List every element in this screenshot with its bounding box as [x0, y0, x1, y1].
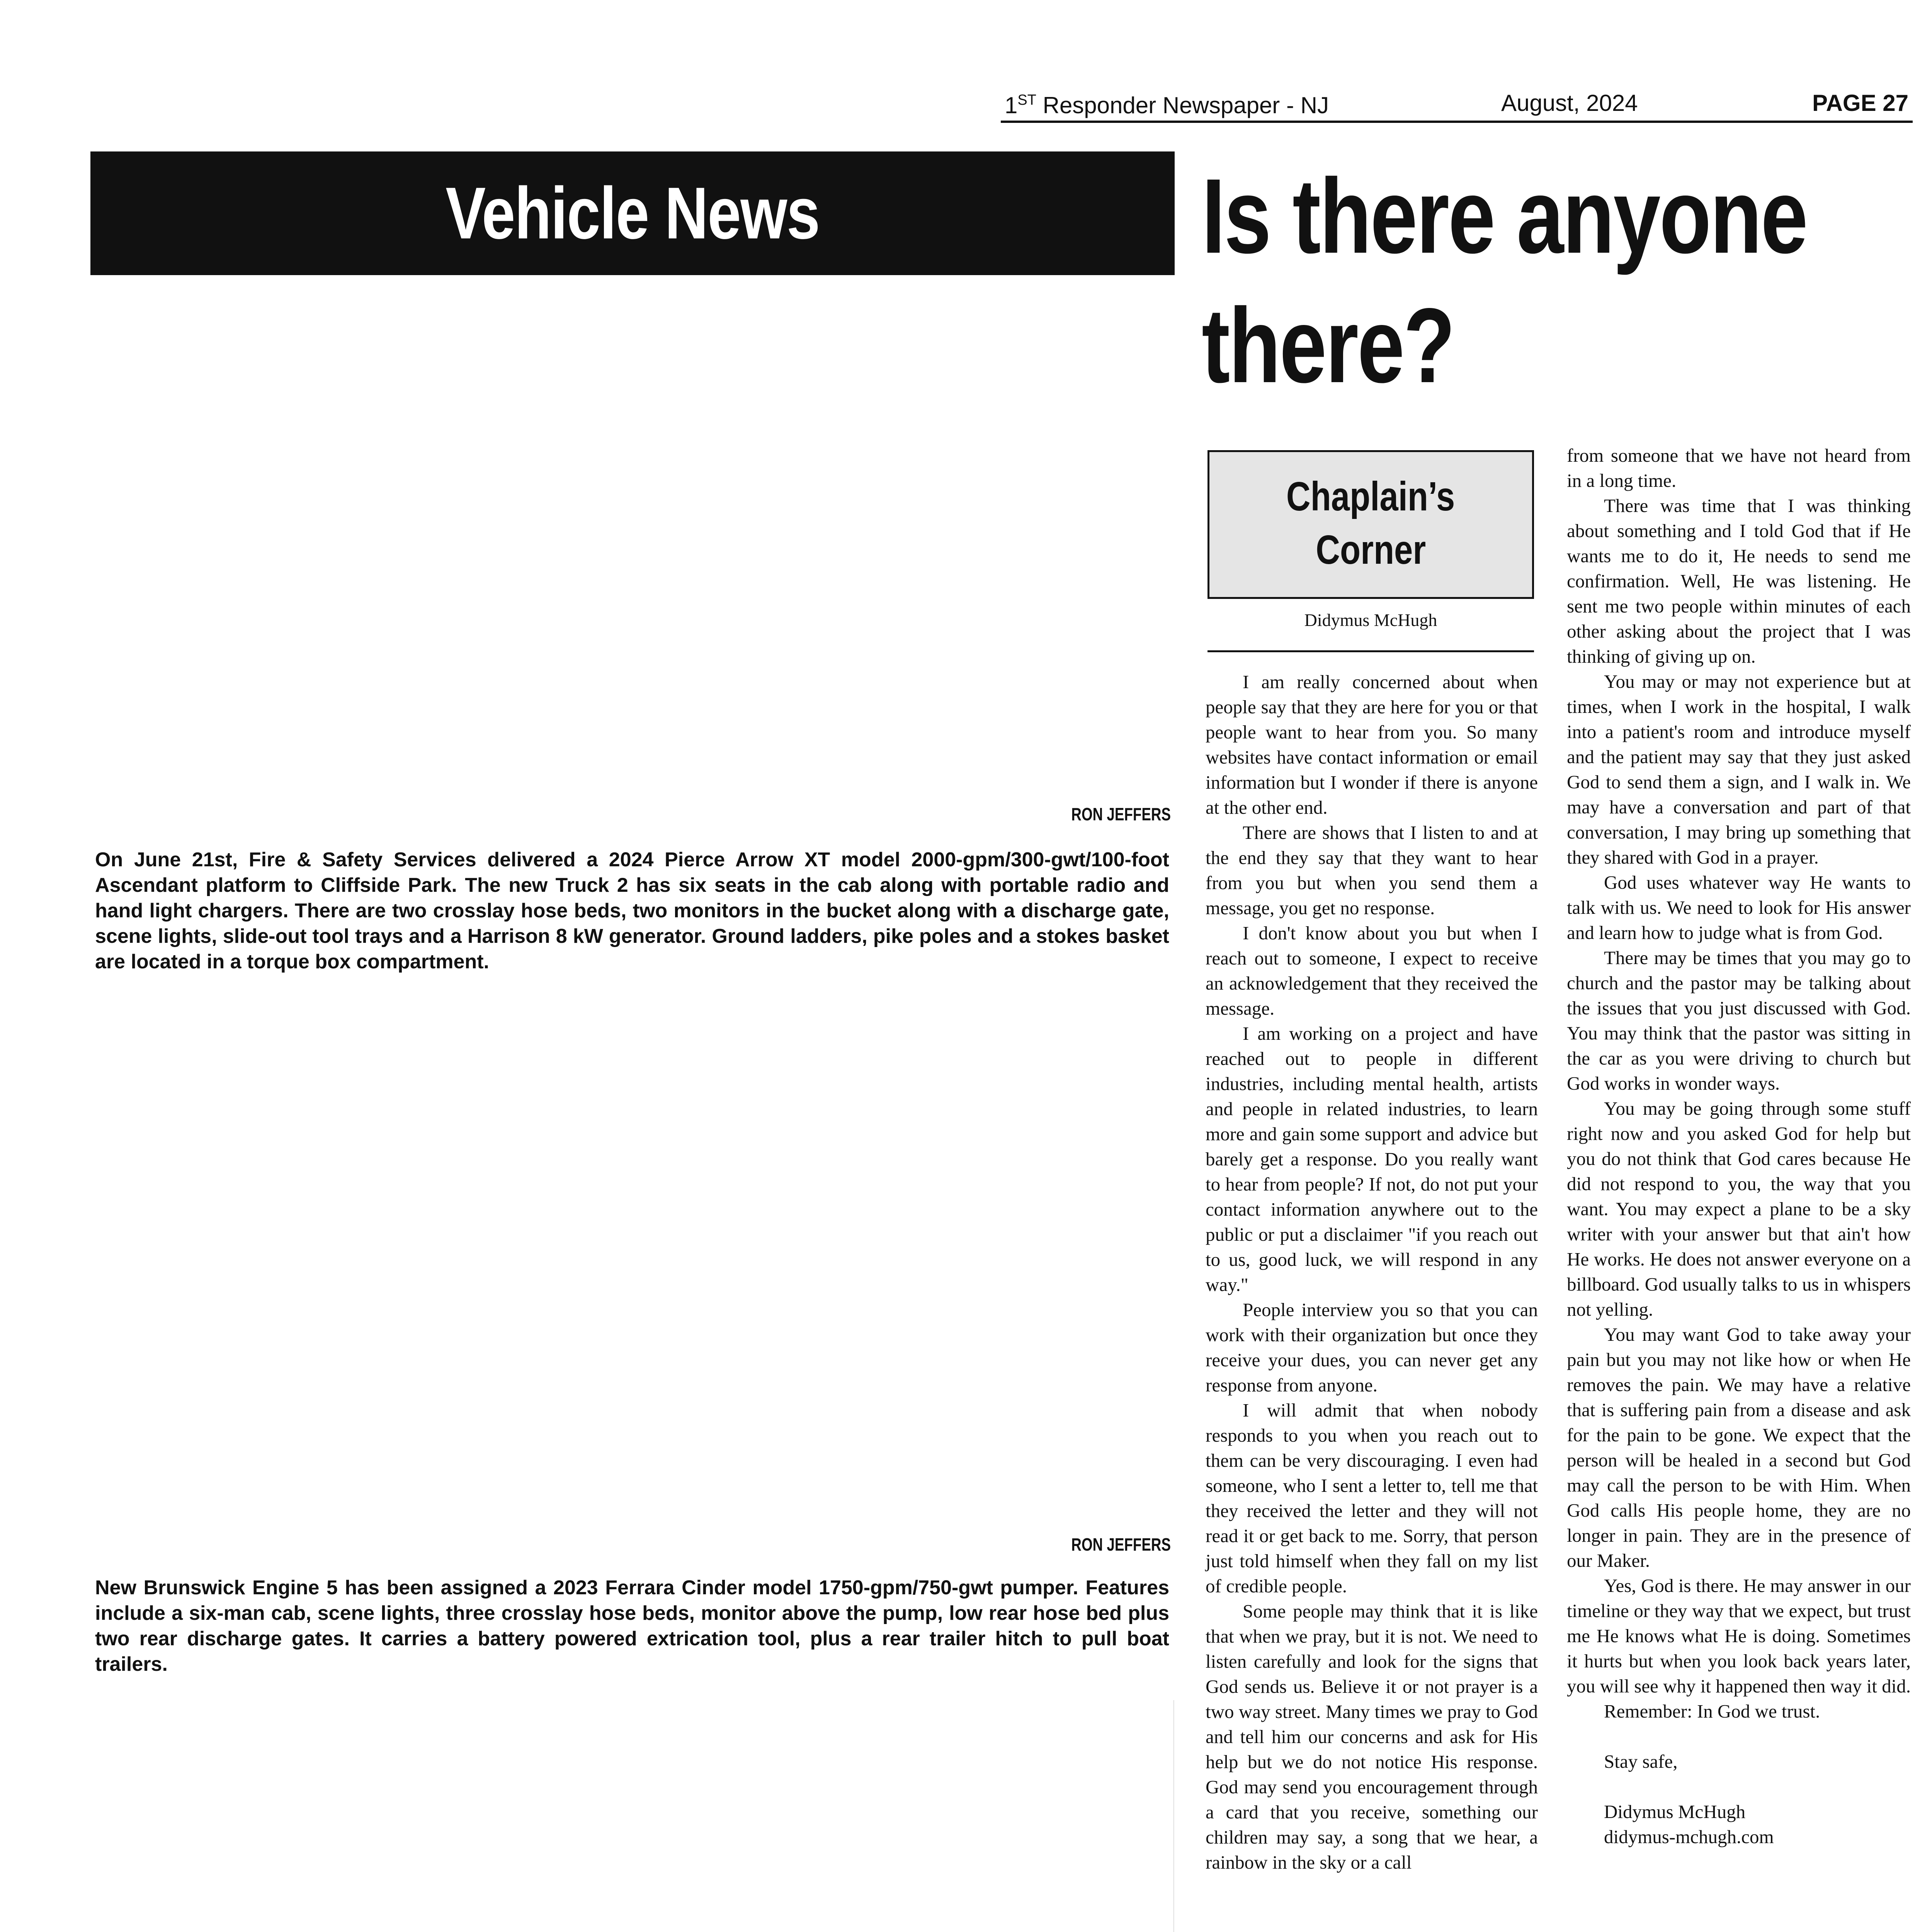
- column-divider: [1173, 1700, 1174, 1932]
- header-rule: [1001, 121, 1913, 123]
- article-headline: there?: [1202, 286, 1454, 405]
- photo-credit: RON JEFFERS: [1071, 1534, 1171, 1554]
- photo-pierce-arrow: [90, 294, 1175, 796]
- article-headline: Is there anyone: [1202, 157, 1807, 276]
- vehicle-news-title: Vehicle News: [188, 151, 1077, 275]
- chaplains-corner-box: Chaplain’s Corner: [1208, 450, 1534, 599]
- signature-website: didymus-mchugh.com: [1604, 1826, 1774, 1847]
- signature-name: Didymus McHugh: [1604, 1801, 1746, 1822]
- photo-ferrara-cinder: [90, 989, 1175, 1515]
- story-caption: On June 21st, Fire & Safety Services delivered a 2024 Pierce Arrow XT model 2000-gpm/300-gwt/100-foot Ascendant platform to Cliffside Park. The new Truck 2 has six seats in the cab along with portable radio and hand light chargers. There are two crosslay hose beds, two monitors in the bucket along with a discharge gate, scene lights, slide-out tool trays and a Harrison 8 kW generator. Ground ladders, pike poles and a stokes basket are located in a torque box compartment.: [95, 849, 1169, 973]
- article-column-1: I am really concerned about when people say that they are here for you or that people want to hear from you. So many websites have contact information or email information but I wonder if there is anyone at the other end. There are shows that I listen to and at the end they say that they want to hear from you but when you send them a message, you get no response. I don't know about you but when I reach out to someone, I expect to receive an acknowledgement that they received the message. I am working on a project and have reached out to people in different industries, including mental health, artists and people in related industries, to learn more and gain some support and advice but barely get a response. Do you really want to hear from people? If not, do not put your contact information anywhere out to the public or put a disclaimer "if you reach out to us, good luck, we will respond in any way." People interview you so that you can work with their organization but once they receive your dues, you can never get any response from anyone. I will admit that when nobody responds to you when you reach out to them can be very discouraging. I even had someone, who I sent a letter to, tell me that they received the letter and they will not read it or get back to me. Sorry, that person just told himself when they fall on my list of credible people. Some people may think that it is like that when we pray, but it is not. We need to listen carefully and look for the signs that God sends us. Believe it or not prayer is a two way street. Many times we pray to God and tell him our concerns and ask for His help but we do not notice His response. God may send you encouragement through a card that you receive, something our children may say, a song that we hear, a rainbow in the sky or a call: [1206, 671, 1538, 1873]
- photo-credit: RON JEFFERS: [1071, 804, 1171, 824]
- author-rule: [1208, 650, 1534, 652]
- vehicle-news-banner: [90, 151, 1175, 275]
- signoff: Stay safe,: [1604, 1751, 1678, 1772]
- article-column-2: from someone that we have not heard from in a long time. There was time that I was thinking about something and I told God that if He wants me to do it, He needs to send me confirmation. Well, He was listening. He sent me two people within minutes of each other asking about the project that I was thinking of giving up on. You may or may not experience but at times, when I work in the hospital, I walk into a patient's room and introduce myself and the patient may say that they just asked God to send them a sign, and I walk in. We may have a conversation and part of that conversation, I may bring up something that they shared with God in a prayer. God uses whatever way He wants to talk with us. We need to look for His answer and learn how to judge what is from God. There may be times that you may go to church and the pastor may be talking about the issues that you just discussed with God. You may think that the pastor was sitting in the car as you were driving to church but God works in wonder ways. You may be going through some stuff right now and you asked God for help but you do not think that God cares because He did not respond to you, the way that you want. You may expect a plane to be a sky writer with your answer but that ain't how He works. He does not answer everyone on a billboard. God usually talks to us in whispers not yelling. You may want God to take away your pain but you may not like how or when He removes the pain. We may have a relative that is suffering pain from a disease and ask for the pain to be gone. We expect that the person will be healed in a second but God may call the person to be with Him. When God calls His people home, they are no longer in pain. They are in the presence of our Maker. Yes, God is there. He may answer in our timeline or they way that we expect, but trust me He knows what He is doing. Sometimes it hurts but when you look back years later, you will see why it happened then way it did. Remember: In God we trust. Stay safe, Didymus McHugh didymus-mchugh.com: [1567, 443, 1911, 1849]
- publication-name: 1ST Responder Newspaper - NJ: [1005, 92, 1329, 118]
- issue-date: August, 2024: [1501, 90, 1638, 116]
- story-caption: New Brunswick Engine 5 has been assigned a 2023 Ferrara Cinder model 1750-gpm/750-gwt pumper. Features include a six-man cab, scene lights, three crosslay hose beds, monitor above the pump, low rear hose bed plus two rear discharge gates. It carries a battery powered extrication tool, plus a rear trailer hitch to pull boat trailers.: [95, 1577, 1169, 1675]
- photo-eone-typhoon: [90, 1708, 1175, 1932]
- article-author: Didymus McHugh: [1304, 610, 1437, 630]
- page-number: PAGE 27: [1812, 90, 1908, 116]
